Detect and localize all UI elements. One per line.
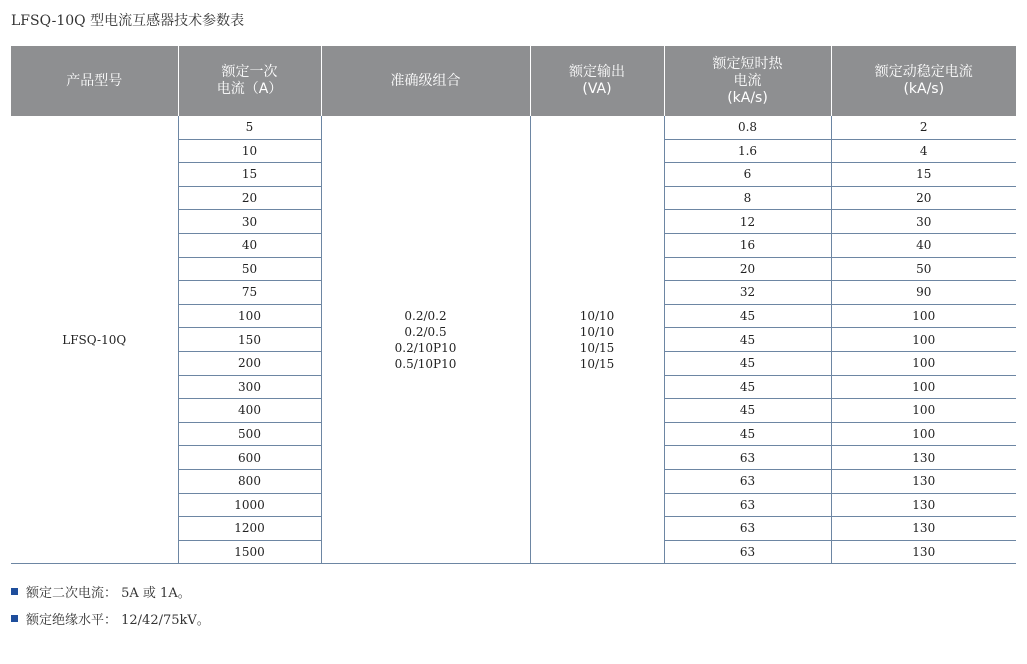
table-row bbox=[11, 116, 1016, 139]
header-line: 电流（A） bbox=[216, 81, 283, 97]
dynamic-current-cell: 40 bbox=[831, 233, 1016, 257]
thermal-current-cell: 32 bbox=[664, 281, 831, 305]
thermal-current-cell: 45 bbox=[664, 304, 831, 328]
primary-current-cell: 500 bbox=[178, 422, 321, 446]
header-row bbox=[11, 46, 1016, 116]
rated-output-item: 10/15 bbox=[579, 356, 615, 371]
thermal-current-cell: 63 bbox=[664, 517, 831, 541]
primary-current-cell: 20 bbox=[178, 186, 321, 210]
primary-current-cell: 50 bbox=[178, 257, 321, 281]
dynamic-current-cell: 50 bbox=[831, 257, 1016, 281]
dynamic-current-cell: 100 bbox=[831, 375, 1016, 399]
thermal-current-cell: 8 bbox=[664, 186, 831, 210]
primary-current-cell: 150 bbox=[178, 328, 321, 352]
header-line: 额定输出 bbox=[569, 64, 625, 80]
dynamic-current-cell: 130 bbox=[831, 493, 1016, 517]
dynamic-current-cell: 130 bbox=[831, 540, 1016, 564]
thermal-current-cell: 45 bbox=[664, 328, 831, 352]
header-dynamic-current bbox=[831, 46, 1016, 116]
table-body bbox=[11, 116, 1016, 564]
note-text: 额定二次电流： 5A 或 1A。 bbox=[26, 585, 191, 601]
header-primary-current bbox=[178, 46, 321, 116]
thermal-current-cell: 63 bbox=[664, 446, 831, 470]
thermal-current-cell: 63 bbox=[664, 540, 831, 564]
primary-current-cell: 1000 bbox=[178, 493, 321, 517]
dynamic-current-cell: 100 bbox=[831, 399, 1016, 423]
dynamic-current-cell: 100 bbox=[831, 351, 1016, 375]
accuracy-combination-cell bbox=[321, 116, 530, 564]
thermal-current-cell: 1.6 bbox=[664, 139, 831, 163]
dynamic-current-cell: 130 bbox=[831, 517, 1016, 541]
thermal-current-cell: 12 bbox=[664, 210, 831, 234]
thermal-current-cell: 63 bbox=[664, 493, 831, 517]
primary-current-cell: 1200 bbox=[178, 517, 321, 541]
header-line: (VA) bbox=[582, 81, 612, 97]
header-line: 额定动稳定电流 bbox=[874, 64, 973, 80]
square-bullet-icon bbox=[11, 615, 18, 622]
thermal-current-cell: 0.8 bbox=[664, 116, 831, 139]
dynamic-current-cell: 130 bbox=[831, 446, 1016, 470]
dynamic-current-cell: 130 bbox=[831, 469, 1016, 493]
rated-output-item: 10/15 bbox=[579, 340, 615, 355]
thermal-current-cell: 45 bbox=[664, 375, 831, 399]
thermal-current-cell: 45 bbox=[664, 422, 831, 446]
header-line: (kA/s) bbox=[903, 81, 945, 97]
dynamic-current-cell: 90 bbox=[831, 281, 1016, 305]
notes-list bbox=[11, 582, 210, 636]
dynamic-current-cell: 30 bbox=[831, 210, 1016, 234]
table-header bbox=[11, 46, 1016, 116]
primary-current-cell: 30 bbox=[178, 210, 321, 234]
dynamic-current-cell: 20 bbox=[831, 186, 1016, 210]
header-line: (kA/s) bbox=[727, 89, 768, 106]
accuracy-combination-item: 0.2/10P10 bbox=[394, 340, 457, 355]
header-thermal-current bbox=[664, 46, 831, 116]
header-accuracy-combination bbox=[321, 46, 530, 116]
header-line: 产品型号 bbox=[66, 72, 123, 89]
header-line: 额定一次 bbox=[221, 64, 278, 80]
rated-output-item: 10/10 bbox=[579, 324, 615, 339]
thermal-current-cell: 16 bbox=[664, 233, 831, 257]
accuracy-combination-item: 0.2/0.5 bbox=[404, 324, 447, 339]
header-line: 电流 bbox=[733, 72, 762, 89]
header-model bbox=[11, 46, 178, 116]
primary-current-cell: 5 bbox=[178, 116, 321, 139]
thermal-current-cell: 45 bbox=[664, 351, 831, 375]
rated-output-cell bbox=[530, 116, 664, 564]
header-line: 准确级组合 bbox=[390, 72, 461, 89]
thermal-current-cell: 6 bbox=[664, 163, 831, 187]
thermal-current-cell: 63 bbox=[664, 469, 831, 493]
dynamic-current-cell: 2 bbox=[831, 116, 1016, 139]
square-bullet-icon bbox=[11, 588, 18, 595]
primary-current-cell: 600 bbox=[178, 446, 321, 470]
spec-table bbox=[11, 46, 1016, 564]
page-title: LFSQ-10Q 型电流互感器技术参数表 bbox=[11, 13, 245, 29]
dynamic-current-cell: 100 bbox=[831, 422, 1016, 446]
rated-output-item: 10/10 bbox=[579, 308, 615, 323]
note-text: 额定绝缘水平： 12/42/75kV。 bbox=[26, 612, 210, 628]
primary-current-cell: 100 bbox=[178, 304, 321, 328]
note-item bbox=[11, 609, 210, 627]
dynamic-current-cell: 100 bbox=[831, 304, 1016, 328]
model-cell: LFSQ-10Q bbox=[11, 116, 178, 564]
primary-current-cell: 300 bbox=[178, 375, 321, 399]
primary-current-cell: 800 bbox=[178, 469, 321, 493]
dynamic-current-cell: 15 bbox=[831, 163, 1016, 187]
thermal-current-cell: 45 bbox=[664, 399, 831, 423]
primary-current-cell: 1500 bbox=[178, 540, 321, 564]
header-rated-output bbox=[530, 46, 664, 116]
primary-current-cell: 10 bbox=[178, 139, 321, 163]
primary-current-cell: 400 bbox=[178, 399, 321, 423]
dynamic-current-cell: 4 bbox=[831, 139, 1016, 163]
primary-current-cell: 40 bbox=[178, 233, 321, 257]
dynamic-current-cell: 100 bbox=[831, 328, 1016, 352]
header-line: 额定短时热 bbox=[712, 55, 783, 72]
accuracy-combination-item: 0.2/0.2 bbox=[404, 308, 447, 323]
primary-current-cell: 200 bbox=[178, 351, 321, 375]
accuracy-combination-item: 0.5/10P10 bbox=[394, 356, 457, 371]
primary-current-cell: 75 bbox=[178, 281, 321, 305]
note-item bbox=[11, 582, 210, 600]
thermal-current-cell: 20 bbox=[664, 257, 831, 281]
primary-current-cell: 15 bbox=[178, 163, 321, 187]
